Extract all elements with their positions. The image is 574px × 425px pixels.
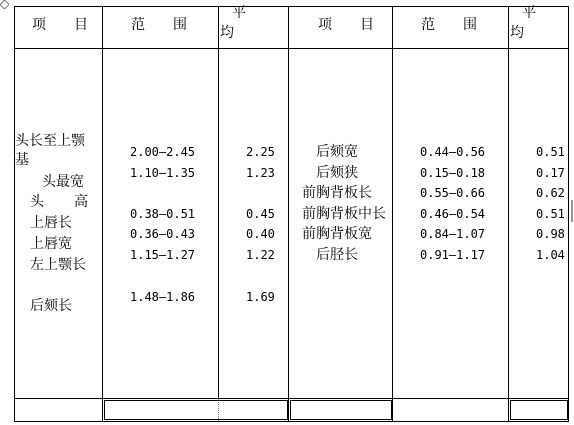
table-bottom-border — [14, 421, 569, 422]
corner-marker-icon — [0, 0, 9, 9]
left-label-head-height-a: 头 — [30, 194, 44, 210]
left-label-head-height-b: 高 — [74, 194, 88, 210]
header-bottom-border — [14, 48, 569, 49]
scrollbar-thumb[interactable] — [571, 200, 573, 222]
left-label-head-width: 头最宽 — [42, 174, 84, 190]
right-range-2: 0.15—0.18 — [420, 166, 486, 180]
header-left-range: 范 围 — [131, 17, 187, 33]
left-avg-1: 2.25 — [246, 145, 275, 159]
left-label-head-length-cont: 基 — [15, 152, 29, 168]
col-line-5 — [508, 6, 509, 422]
col-line-3 — [288, 6, 289, 422]
header-right-avg-bottom: 均 — [510, 25, 524, 41]
header-right-item: 项 目 — [318, 17, 374, 33]
col-line-2 — [218, 6, 219, 399]
right-range-1: 0.44—0.56 — [420, 145, 486, 159]
right-avg-4: 0.51 — [536, 207, 565, 221]
footer-box-right — [510, 400, 568, 420]
right-label-postmentum-narrow: 后颏狭 — [316, 165, 358, 181]
right-label-pronotum-width: 前胸背板宽 — [302, 226, 372, 242]
footer-box-left — [104, 400, 288, 420]
right-label-pronotum-mid-length: 前胸背板中长 — [302, 206, 386, 222]
left-avg-5: 1.22 — [246, 248, 275, 262]
table-top-border — [14, 6, 569, 7]
right-label-postmentum-width: 后颏宽 — [316, 144, 358, 160]
left-range-6: 1.48—1.86 — [130, 290, 196, 304]
right-label-hind-tibia-length: 后胫长 — [316, 247, 358, 263]
right-avg-5: 0.98 — [536, 227, 565, 241]
header-left-item: 项 目 — [32, 17, 88, 33]
col-line-6 — [568, 6, 569, 422]
right-avg-6: 1.04 — [536, 248, 565, 262]
left-avg-6: 1.69 — [246, 290, 275, 304]
header-left-avg-top: 平 — [232, 5, 246, 21]
right-avg-3: 0.62 — [536, 186, 565, 200]
right-range-6: 0.91—1.17 — [420, 248, 486, 262]
right-range-3: 0.55—0.66 — [420, 186, 486, 200]
left-range-3: 0.38—0.51 — [130, 207, 196, 221]
left-range-5: 1.15—1.27 — [130, 248, 196, 262]
left-label-mandible-length: 左上颚长 — [30, 257, 86, 273]
left-avg-3: 0.45 — [246, 207, 275, 221]
left-range-2: 1.10—1.35 — [130, 166, 196, 180]
col-line-1 — [102, 6, 103, 422]
left-label-labrum-length: 上唇长 — [30, 215, 72, 231]
header-right-range: 范 围 — [421, 17, 477, 33]
left-label-labrum-width: 上唇宽 — [30, 236, 72, 252]
col-line-4 — [392, 6, 393, 422]
right-avg-2: 0.17 — [536, 166, 565, 180]
left-avg-4: 0.40 — [246, 227, 275, 241]
left-label-postmentum-length: 后颏长 — [30, 298, 72, 314]
header-right-avg-top: 平 — [522, 5, 536, 21]
right-avg-1: 0.51 — [536, 145, 565, 159]
left-label-head-length: 头长至上颚 — [15, 133, 85, 149]
header-left-avg-bottom: 均 — [220, 25, 234, 41]
left-range-1: 2.00—2.45 — [130, 145, 196, 159]
left-avg-2: 1.23 — [246, 166, 275, 180]
left-range-4: 0.36—0.43 — [130, 227, 196, 241]
right-label-pronotum-length: 前胸背板长 — [302, 185, 372, 201]
col-line-0 — [14, 6, 15, 422]
right-range-5: 0.84—1.07 — [420, 227, 486, 241]
right-range-4: 0.46—0.54 — [420, 207, 486, 221]
footer-box-mid — [290, 400, 392, 420]
body-bottom-border — [14, 398, 569, 399]
